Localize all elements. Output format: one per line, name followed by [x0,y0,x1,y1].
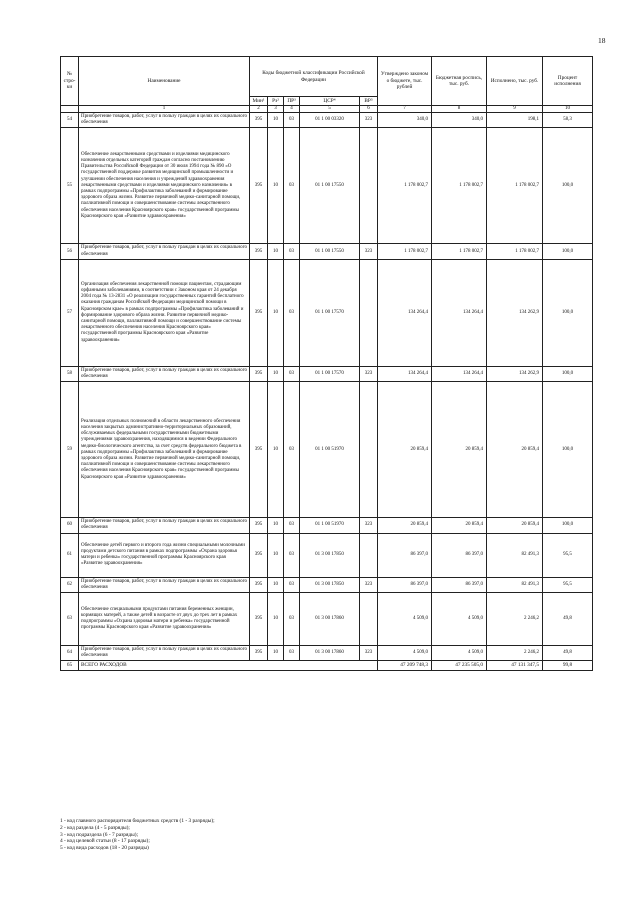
row-no: 61 [61,533,79,577]
code-min: 395 [250,577,268,592]
executed-amount: 198,1 [487,113,543,128]
header-row-no: № стро-ки [61,57,79,106]
budget-amount: 134 264,4 [432,366,487,381]
code-vr [360,382,378,518]
code-min: 395 [250,593,268,646]
code-min: 395 [250,366,268,381]
table-row [61,382,593,518]
code-csr: 01 1 00 03320 [300,113,360,128]
row-no: 56 [61,244,79,259]
table-row [61,646,593,661]
total-row [61,661,593,670]
column-number: 8 [432,106,487,113]
code-pr: 03 [284,593,300,646]
percent-executed: 49,8 [543,646,593,661]
approved-amount: 1 178 002,7 [378,128,432,244]
row-no: 55 [61,128,79,244]
footnote-line: 2 - код раздела (4 - 5 разряды); [60,824,130,831]
code-rz: 10 [268,382,284,518]
row-no: 64 [61,646,79,661]
row-no: 63 [61,593,79,646]
row-name: Организация обеспечения лекарственной помощи пациентам, страдающим орфанными заболеваниями, в соответствии с Законом края от 24 декабря 2004 года № 13-2831 «О реализации государственных гарантий бесплатного оказания гражданам Российской Федерации медицинской помощи в Красноярском крае» в рамках подпрограммы «Профилактика заболеваний и формирование здорового образа жизни. Развитие первичной медико-санитарной помощи, паллиативной помощи и совершенствование системы лекарственного обеспечения населения Красноярского края» государственной программы Красноярского края «Развитие здравоохранения» [79,259,250,366]
header-code-vr: ВР⁵ [360,97,378,106]
approved-amount: 134 264,4 [378,366,432,381]
page-number: 18 [598,36,606,45]
row-name: Приобретение товаров, работ, услуг в пользу граждан в целях их социального обеспечения [79,646,250,661]
column-number: 10 [543,106,593,113]
approved-amount: 20 859,4 [378,518,432,533]
code-min: 395 [250,382,268,518]
header-approved: Утверждено законом о бюджете, тыс. рублей [378,57,432,106]
code-csr: 01 3 00 17860 [300,593,360,646]
code-rz: 10 [268,593,284,646]
code-rz: 10 [268,646,284,661]
approved-amount: 4 509,0 [378,593,432,646]
header-name: Наименование [79,57,250,106]
approved-amount: 86 397,0 [378,577,432,592]
row-name: Приобретение товаров, работ, услуг в пользу граждан в целях их социального обеспечения [79,244,250,259]
row-no: 59 [61,382,79,518]
budget-amount: 1 178 002,7 [432,128,487,244]
code-min: 395 [250,518,268,533]
header-code-csr: ЦСР⁴ [300,97,360,106]
table-row [61,259,593,366]
table-row [61,577,593,592]
budget-amount: 4 509,0 [432,593,487,646]
header-code-pr: ПР³ [284,97,300,106]
budget-amount: 20 859,4 [432,382,487,518]
percent-executed: 100,0 [543,244,593,259]
footnote-line: 1 - код главного распорядителя бюджетных средств (1 - 3 разряды); [60,818,215,824]
total-budget: 47 235 505,0 [432,661,487,670]
row-name: Приобретение товаров, работ, услуг в пользу граждан в целях их социального обеспечения [79,366,250,381]
percent-executed: 95,5 [543,577,593,592]
approved-amount: 340,0 [378,113,432,128]
footnote-line: 5 - код вида расходов (18 - 20 разряды) [60,845,149,852]
row-no: 57 [61,259,79,366]
row-name: Обеспечение детей первого и второго года жизни специальными молочными продуктами детского питания в рамках подпрограммы «Охрана здоровья матери и ребенка» государственной программы Красноярского края «Развитие здравоохранения» [79,533,250,577]
code-csr: 01 3 00 17860 [300,646,360,661]
header-codes-group: Коды бюджетной классификации Российской Федерации [250,57,378,97]
code-pr: 03 [284,128,300,244]
header-code-min: Мин¹ [250,97,268,106]
total-percent: 99,8 [543,661,593,670]
code-min: 395 [250,533,268,577]
column-number: 5 [300,106,360,113]
table-row [61,518,593,533]
code-pr: 03 [284,382,300,518]
row-name: Приобретение товаров, работ, услуг в пользу граждан в целях их социального обеспечения [79,113,250,128]
approved-amount: 134 264,4 [378,259,432,366]
row-name: Приобретение товаров, работ, услуг в пользу граждан в целях их социального обеспечения [79,577,250,592]
code-pr: 03 [284,533,300,577]
percent-executed: 49,8 [543,593,593,646]
total-executed: 47 131 347,5 [487,661,543,670]
footnote-line: 3 - код подраздела (6 - 7 разряды); [60,831,139,838]
code-vr [360,128,378,244]
percent-executed: 100,0 [543,518,593,533]
executed-amount: 2 246,2 [487,593,543,646]
column-number: 7 [378,106,432,113]
code-csr: 01 3 00 17850 [300,533,360,577]
percent-executed: 100,0 [543,382,593,518]
code-pr: 03 [284,646,300,661]
percent-executed: 100,0 [543,259,593,366]
column-number: 2 [250,106,268,113]
column-number: 9 [487,106,543,113]
percent-executed: 58,3 [543,113,593,128]
budget-amount: 1 178 002,7 [432,244,487,259]
table-row [61,113,593,128]
table-row [61,366,593,381]
row-name: Обеспечение лекарственными средствами и изделиями медицинского назначения отдельных категорий граждан согласно постановлению Правительства Российской Федерации от 30 июля 1994 года № 890 «О государственной поддержке развития медицинской промышленности и улучшении обеспечения населения и учреждений здравоохранения лекарственными средствами и изделиями медицинского назначения» в рамках подпрограммы «Профилактика заболеваний и формирование здорового образа жизни. Развитие первичной медико-санитарной помощи, паллиативной помощи и совершенствование системы лекарственного обеспечения населения Красноярского края» государственной программы Красноярского края «Развитие здравоохранения» [79,128,250,244]
footnotes [60,818,215,852]
code-rz: 10 [268,533,284,577]
executed-amount: 20 859,4 [487,518,543,533]
code-csr: 01 1 00 17550 [300,244,360,259]
approved-amount: 20 859,4 [378,382,432,518]
column-number: 4 [284,106,300,113]
row-name: Приобретение товаров, работ, услуг в пользу граждан в целях их социального обеспечения [79,518,250,533]
table-row [61,533,593,577]
executed-amount: 1 178 002,7 [487,244,543,259]
code-vr [360,533,378,577]
code-rz: 10 [268,113,284,128]
code-rz: 10 [268,128,284,244]
code-vr: 323 [360,646,378,661]
header-budget-list: Бюджетная роспись, тыс. руб. [432,57,487,106]
code-csr: 01 1 00 51970 [300,382,360,518]
row-name: Реализация отдельных полномочий в области лекарственного обеспечения населения закрытых административно-территориальных образований, обслуживаемых федеральными государственными бюджетными учреждениями здравоохранения, находящимися в ведении Федерального медико-биологического агентства, за счет средств федерального бюджета в рамках подпрограммы «Профилактика заболеваний и формирование здорового образа жизни. Развитие первичной медико-санитарной помощи, паллиативной помощи и совершенствование системы лекарственного обеспечения населения Красноярского края» государственной программы Красноярского края «Развитие здравоохранения» [79,382,250,518]
code-rz: 10 [268,518,284,533]
footnote-line: 4 - код целевой статьи (8 - 17 разряды); [60,838,150,845]
header-executed: Исполнено, тыс. руб. [487,57,543,106]
executed-amount: 134 262,9 [487,366,543,381]
budget-amount: 86 397,0 [432,577,487,592]
column-number: 6 [360,106,378,113]
code-pr: 03 [284,113,300,128]
code-csr: 01 1 00 17570 [300,366,360,381]
code-csr: 01 1 00 51970 [300,518,360,533]
code-pr: 03 [284,259,300,366]
header-percent: Процент исполнения [543,57,593,106]
code-rz: 10 [268,577,284,592]
percent-executed: 100,0 [543,366,593,381]
code-vr: 323 [360,518,378,533]
column-number [61,106,79,113]
approved-amount: 86 397,0 [378,533,432,577]
column-number: 3 [268,106,284,113]
code-min: 395 [250,244,268,259]
budget-amount: 134 264,4 [432,259,487,366]
row-no: 62 [61,577,79,592]
code-vr: 323 [360,244,378,259]
code-csr: 01 1 00 17570 [300,259,360,366]
code-rz: 10 [268,244,284,259]
row-no: 58 [61,366,79,381]
table-row [61,128,593,244]
code-pr: 03 [284,244,300,259]
total-label: ВСЕГО РАСХОДОВ [79,661,378,670]
executed-amount: 82 491,3 [487,533,543,577]
code-min: 395 [250,128,268,244]
code-min: 395 [250,113,268,128]
budget-amount: 4 509,0 [432,646,487,661]
code-csr: 01 3 00 17850 [300,577,360,592]
executed-amount: 20 859,4 [487,382,543,518]
approved-amount: 4 509,0 [378,646,432,661]
code-vr: 323 [360,113,378,128]
budget-amount: 20 859,4 [432,518,487,533]
percent-executed: 100,0 [543,128,593,244]
executed-amount: 1 178 002,7 [487,128,543,244]
total-approved: 47 209 748,3 [378,661,432,670]
code-pr: 03 [284,577,300,592]
code-pr: 03 [284,366,300,381]
header-code-rz: Рз² [268,97,284,106]
table-row [61,244,593,259]
code-pr: 03 [284,518,300,533]
row-name: Обеспечение специальными продуктами питания беременных женщин, кормящих матерей, а также детей в возрасте от двух до трех лет в рамках подпрограммы «Охрана здоровья матери и ребенка» государственной программы Красноярского края «Развитие здравоохранения» [79,593,250,646]
code-min: 395 [250,646,268,661]
code-csr: 01 1 00 17550 [300,128,360,244]
executed-amount: 2 246,2 [487,646,543,661]
code-vr: 323 [360,366,378,381]
code-min: 395 [250,259,268,366]
approved-amount: 1 178 002,7 [378,244,432,259]
row-no: 54 [61,113,79,128]
code-rz: 10 [268,259,284,366]
executed-amount: 134 262,9 [487,259,543,366]
column-number: 1 [79,106,250,113]
budget-amount: 86 397,0 [432,533,487,577]
code-rz: 10 [268,366,284,381]
budget-amount: 340,0 [432,113,487,128]
code-vr [360,593,378,646]
table-row [61,593,593,646]
percent-executed: 95,5 [543,533,593,577]
code-vr [360,259,378,366]
row-no: 60 [61,518,79,533]
column-number-row [61,106,593,113]
budget-table [60,56,593,671]
executed-amount: 82 491,3 [487,577,543,592]
code-vr: 323 [360,577,378,592]
total-row-no: 65 [61,661,79,670]
